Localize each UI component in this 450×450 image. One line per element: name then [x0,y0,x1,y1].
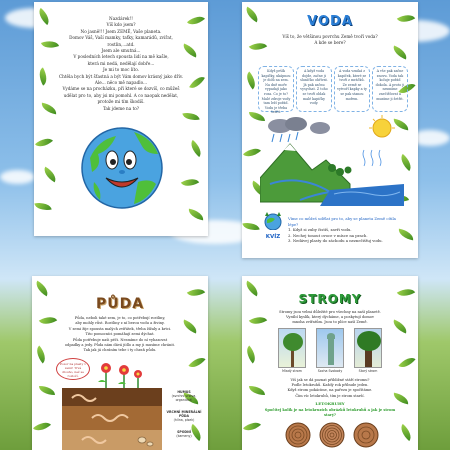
globe-with-trees-icon [260,212,286,230]
quiz-answer: 1. Když si zuby čistíš, zavři vodu. [288,227,352,233]
earth-poem [56,16,186,112]
page-water [242,2,418,258]
intro-line: mnoha zvířatům. Jsou to plíce naší Země. [292,320,368,325]
bottom-instruction: Spočítej kolik je na letokruzích obrázků letokruhů a jak je strom starý? [264,408,396,417]
soil-layers-illustration [62,354,162,450]
poem-line: která mi nedá, nedělají dobře... [87,60,155,66]
poem-line: Tak jdeme na to? [102,105,140,111]
intro-line: V zemi žije spousta malých zvířátek, třeba žížaly a krtci. [68,326,172,331]
intro-line: odpadky a jedy. Půda nám dává jídlo a my ji musíme chránit. [64,343,176,348]
quiz-answer: 2. Nechej tonout ovoce v mísce na prach. [288,232,368,238]
quiz-badge [260,212,286,238]
poem-line: Je mi to moc líto. [103,67,139,73]
intro-line: Půda, neboli také zem, je to, co potřebují rostliny, [74,316,166,320]
layer-name: SPODNÍ [177,430,191,434]
photo-caption: Mladý strom [282,369,302,373]
poem-line: Víš kdo jsem? [106,22,136,28]
tree-ring-icon [320,423,344,447]
intro-line: Stromy jsou velmi důležité pro všechny na naší planetě. [279,310,381,314]
water-cycle-illustration [260,114,404,206]
layer-name: VRCHNÍ MINERÁLNÍ PŮDA [166,410,202,418]
tree-rings-row [282,422,382,448]
layer-desc: (kameny) [176,434,192,438]
soil-title: PŮDA [95,296,145,312]
intro-line: A kde se bere? [314,40,346,46]
quiz-question: Víme co můžeš udělat pro to, aby se planeta Země cítila lépe? [288,216,396,227]
water-info-box: Když pršík kapičky, ukápnou je dolů na zem. Na dně moře vypadají jako rosa. Co je to? Malé zdroje vody tam leží pořád. Vodu je třeba šetřit. [258,66,294,112]
poem-line: protože mi tím škodíš. [97,99,145,105]
photo-caption: Socha Svobody [317,369,343,373]
quiz-answer: 3. Nedávej plasty do záchodu a neznečišťuj vodu. [288,238,383,244]
question-line: Čím víc letokruhů, tím je strom starší. [295,393,365,398]
intro-line: Tak jak já chráním tebe i ty chraň půdu. [83,348,157,353]
smiling-earth-illustration [76,120,168,216]
quiz-text [288,216,406,244]
tree-ring-icon [286,423,310,447]
poem-line: Ale... něco mě napadlo... [94,80,148,86]
quiz-badge-label: KVÍZ [265,234,281,240]
intro-line: Vyrábí kyslík, který dýcháme, a poskytují domov [285,315,375,320]
poem-line: Chtěla bych být šťastná a být Vám domov krásný jako dřív. [58,73,184,79]
question-line: Když strom pokácíme, na pařezu je spočítáme. [287,388,373,393]
poem-line: udělat pro to, aby jsi mi pomohl. A co naopak nedělat, [63,92,179,98]
water-intro [266,34,394,47]
water-info-box: A vše pak začne znovu. Voda tak koluje pořád dokola. A proto ji nesmíme znečišťovat a musíme ji šetřit. [372,66,408,112]
poem-line: Nazdárek!! [109,16,133,21]
trees-title: STROMY [298,292,362,306]
intro-line: aby mohly růst. Rostliny z ní berou vodu a živiny. [75,321,165,326]
tree-ring-icon [354,423,378,447]
tree-photo-young [278,328,306,368]
speech-bubble: Pozor na plasty v zemi! Trvá dlouho, než se rozloží. [56,358,90,380]
page-trees [242,276,418,450]
water-info-box: A když voda dojde, začne ji sluníčko ohřívat. Já pak začnu vysychat. Z toho se tvoří oblak malé kapičky vody. [296,66,332,112]
question-line: Podle letokruhů. Každý rok přibude jeden. [291,383,369,388]
water-title: VODA [307,14,353,29]
page-earth [34,2,208,236]
intro-line: Víš to, že většinou povrchu Země tvoří voda? [282,34,378,39]
poem-line: Vydáme se na procházku, při které se dozvíš, co můžeš [62,86,180,92]
poem-line: No jasně!!! Jsem ZEMĚ, Vaše planeta. [80,28,162,34]
poem-line: V posledních letech spousta lidí na mě kašle, [73,54,169,60]
poem-line: Jsem ale smutná... [101,48,141,54]
layer-desc: (hlína, písek) [173,418,195,422]
layer-name: HUMUS [177,390,191,394]
tree-photo-statue [316,328,344,368]
page-soil [32,276,208,450]
highlight-word: LETOKRUHY [315,401,345,406]
soil-layer-labels [166,390,202,438]
soil-intro [56,316,184,354]
tree-photo-old [354,328,382,368]
photo-caption: Starý strom [358,369,378,373]
intro-line: Tito pomocníci pomáhají zemi dýchat. [85,332,155,337]
trees-question [264,378,396,399]
poem-line: Domov Váš, Vaší mamky, taťky, kamarádů, zvířat, rostlin,...atd. [69,35,173,47]
layer-desc: (svrchní vrstva, organická) [171,394,197,402]
intro-line: Půda potřebuje naši péči. Nesmíme do ní vyhazovat [72,337,168,342]
water-info-box: A voda vzniká z kapiček, které se tvoří z mráčků. Ze země se vytvoří kapky a ty se pak stanou mořem. [334,66,370,112]
question-line: Víš jak se dá poznat přibližné stáří stromu? [290,378,370,382]
trees-intro [264,310,396,326]
